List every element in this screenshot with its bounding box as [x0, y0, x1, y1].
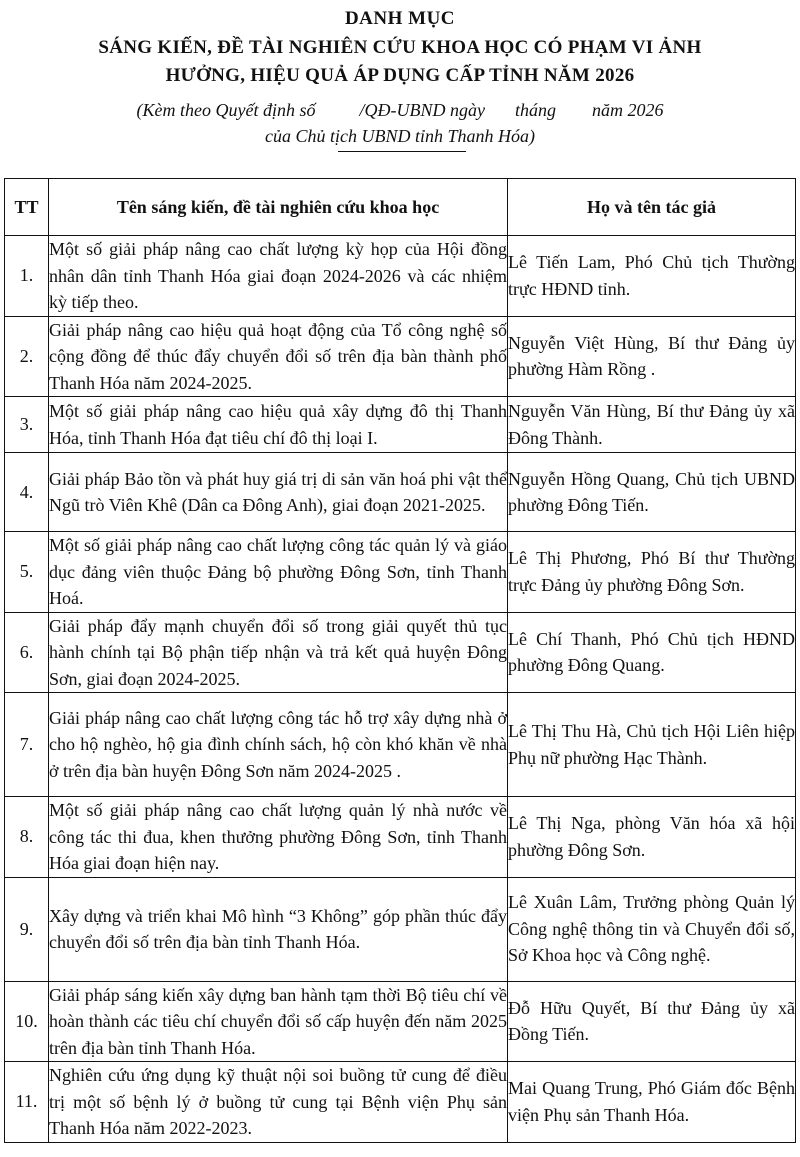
header-title: Tên sáng kiến, đề tài nghiên cứu khoa học: [49, 179, 508, 236]
row-number: 10.: [5, 981, 49, 1062]
subtitle-part4: năm 2026: [591, 100, 664, 120]
table-row: [5, 236, 796, 317]
table-row: [5, 397, 796, 453]
row-title: Nghiên cứu ứng dụng kỹ thuật nội soi buồng tử cung để điều trị một số bệnh lý ở buồng tử cung tại Bệnh viện Phụ sản Thanh Hóa năm 2022-2023.: [49, 1062, 508, 1143]
row-number: 1.: [5, 236, 49, 317]
row-title: Giải pháp sáng kiến xây dựng ban hành tạm thời Bộ tiêu chí về hoàn thành các tiêu chí chuyển đổi số cấp huyện đến năm 2025 trên địa bàn tỉnh Thanh Hóa.: [49, 981, 508, 1062]
row-author: Mai Quang Trung, Phó Giám đốc Bệnh viện Phụ sản Thanh Hóa.: [508, 1062, 796, 1143]
row-author: Nguyễn Văn Hùng, Bí thư Đảng ủy xã Đông Thành.: [508, 397, 796, 453]
document-title-line2: SÁNG KIẾN, ĐỀ TÀI NGHIÊN CỨU KHOA HỌC CÓ PHẠM VI ẢNH: [98, 37, 702, 58]
row-author: Nguyễn Việt Hùng, Bí thư Đảng ủy phường Hàm Rồng .: [508, 316, 796, 397]
row-number: 8.: [5, 797, 49, 878]
row-author: Lê Thị Phương, Phó Bí thư Thường trực Đảng ủy phường Đông Sơn.: [508, 532, 796, 613]
row-number: 6.: [5, 612, 49, 693]
document-title-line3: HƯỞNG, HIỆU QUẢ ÁP DỤNG CẤP TỈNH NĂM 2026: [165, 65, 635, 86]
row-number: 3.: [5, 397, 49, 453]
table-row: [5, 693, 796, 797]
row-number: 11.: [5, 1062, 49, 1143]
row-title: Một số giải pháp nâng cao chất lượng kỳ họp của Hội đồng nhân dân tỉnh Thanh Hóa giai đoạn 2024-2026 và các nhiệm kỳ tiếp theo.: [49, 236, 508, 317]
table-row: [5, 453, 796, 532]
row-title: Một số giải pháp nâng cao chất lượng quản lý nhà nước về công tác thi đua, khen thưởng phường Đông Sơn, tỉnh Thanh Hóa giai đoạn hiện nay.: [49, 797, 508, 878]
row-author: Lê Tiến Lam, Phó Chủ tịch Thường trực HĐND tỉnh.: [508, 236, 796, 317]
row-title: Xây dựng và triển khai Mô hình “3 Không” góp phần thúc đẩy chuyển đổi số trên địa bàn tỉnh Thanh Hóa.: [49, 877, 508, 981]
initiatives-table: [4, 178, 796, 1143]
subtitle-underline: [338, 151, 466, 152]
table-body: [5, 236, 796, 1143]
row-title: Một số giải pháp nâng cao chất lượng công tác quản lý và giáo dục đảng viên thuộc Đảng bộ phường Đông Sơn, tỉnh Thanh Hoá.: [49, 532, 508, 613]
row-author: Lê Xuân Lâm, Trưởng phòng Quản lý Công nghệ thông tin và Chuyển đổi số, Sở Khoa học và Công nghệ.: [508, 877, 796, 981]
subtitle-part1: (Kèm theo Quyết định số: [136, 100, 316, 120]
row-number: 4.: [5, 453, 49, 532]
row-title: Giải pháp nâng cao chất lượng công tác hỗ trợ xây dựng nhà ở cho hộ nghèo, hộ gia đình chính sách, hộ còn khó khăn về nhà ở trên địa bàn huyện Đông Sơn năm 2024-2025 .: [49, 693, 508, 797]
row-author: Đỗ Hữu Quyết, Bí thư Đảng ủy xã Đồng Tiến.: [508, 981, 796, 1062]
row-author: Lê Chí Thanh, Phó Chủ tịch HĐND phường Đông Quang.: [508, 612, 796, 693]
row-title: Giải pháp đẩy mạnh chuyển đổi số trong giải quyết thủ tục hành chính tại Bộ phận tiếp nhận và trả kết quả huyện Đông Sơn, giai đoạn 2024-2025.: [49, 612, 508, 693]
document-title-line1: DANH MỤC: [344, 8, 456, 29]
row-number: 7.: [5, 693, 49, 797]
table-row: [5, 797, 796, 878]
document-subtitle-line1: [0, 100, 800, 121]
row-author: Nguyễn Hồng Quang, Chủ tịch UBND phường Đông Tiến.: [508, 453, 796, 532]
row-author: Lê Thị Nga, phòng Văn hóa xã hội phường Đông Sơn.: [508, 797, 796, 878]
row-title: Giải pháp nâng cao hiệu quả hoạt động của Tổ công nghệ số cộng đồng để thúc đẩy chuyển đổi số trên địa bàn thành phố Thanh Hóa năm 2024-2025.: [49, 316, 508, 397]
row-author: Lê Thị Thu Hà, Chủ tịch Hội Liên hiệp Phụ nữ phường Hạc Thành.: [508, 693, 796, 797]
table-row: [5, 981, 796, 1062]
row-title: Giải pháp Bảo tồn và phát huy giá trị di sản văn hoá phi vật thể Ngũ trò Viên Khê (Dân ca Đông Anh), giai đoạn 2021-2025.: [49, 453, 508, 532]
subtitle-part2: /QĐ-UBND ngày: [359, 100, 485, 120]
table-row: [5, 1062, 796, 1143]
row-number: 5.: [5, 532, 49, 613]
table-row: [5, 532, 796, 613]
table-row: [5, 877, 796, 981]
table-row: [5, 316, 796, 397]
header-author: Họ và tên tác giả: [508, 179, 796, 236]
document-subtitle-line2: của Chủ tịch UBND tỉnh Thanh Hóa): [265, 126, 535, 146]
table-header-row: [5, 179, 796, 236]
row-title: Một số giải pháp nâng cao hiệu quả xây dựng đô thị Thanh Hóa, tỉnh Thanh Hóa đạt tiêu chí đô thị loại I.: [49, 397, 508, 453]
header-tt: TT: [5, 179, 49, 236]
table-row: [5, 612, 796, 693]
row-number: 2.: [5, 316, 49, 397]
subtitle-part3: tháng: [514, 100, 556, 120]
row-number: 9.: [5, 877, 49, 981]
